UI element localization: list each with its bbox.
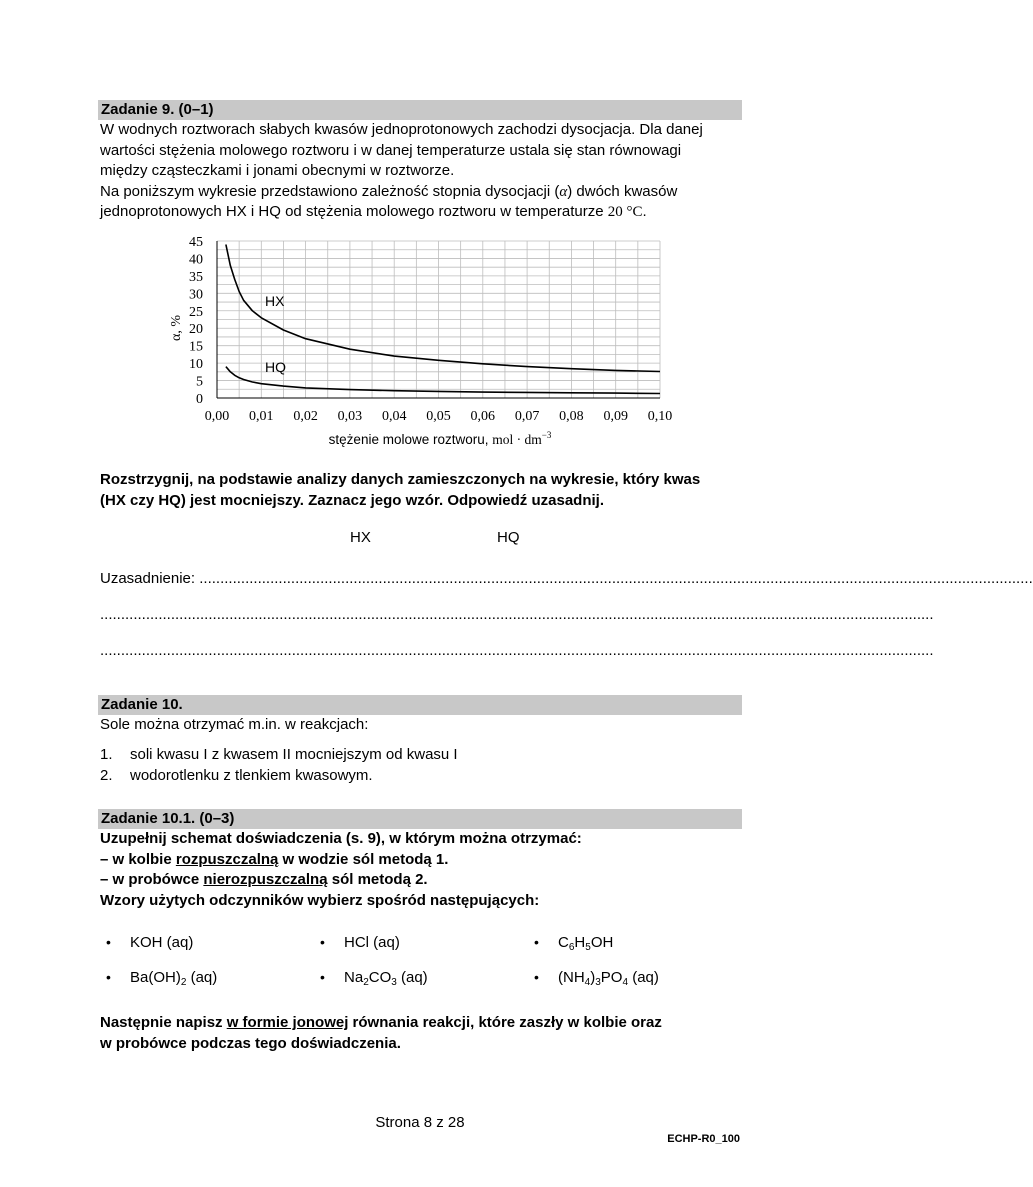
chart-intro-text: ) dwóch kwasów xyxy=(567,182,678,200)
y-tick-label: 25 xyxy=(189,304,203,320)
task10-intro: Sole można otrzymać m.in. w reakcjach: xyxy=(100,716,369,733)
bullet-icon: • xyxy=(106,934,111,950)
underlined-word: rozpuszczalną xyxy=(175,850,279,868)
task10-1-header: Zadanie 10.1. (0–3) xyxy=(98,809,742,829)
justification-line-3[interactable]: ........................................................................................................................................................................................................ xyxy=(100,642,934,659)
exam-code: ECHP-R0_100 xyxy=(667,1133,740,1145)
bullet-icon: • xyxy=(106,969,111,985)
instruction-line: w probówce podczas tego doświadczenia. xyxy=(100,1034,401,1052)
dissociation-chart xyxy=(150,228,690,460)
instruction-text: Następnie napisz xyxy=(100,1014,227,1031)
y-tick-label: 40 xyxy=(189,252,203,268)
instruction-text: – w kolbie xyxy=(100,850,176,868)
y-tick-label: 20 xyxy=(189,322,203,338)
justification-line-2[interactable]: ........................................................................................................................................................................................................ xyxy=(100,606,934,623)
reagent-baoh2 xyxy=(106,969,217,986)
justification-label: Uzasadnienie: xyxy=(100,570,200,587)
question-line: Rozstrzygnij, na podstawie analizy danych zamieszczonych na wykresie, który kwas xyxy=(100,471,701,488)
y-tick-label: 0 xyxy=(196,392,203,407)
list-item-text: soli kwasu I z kwasem II mocniejszym od kwasu I xyxy=(130,746,458,763)
task9-intro-line: między cząsteczkami i jonami obecnymi w roztworze. xyxy=(100,162,455,179)
x-tick-label: 0,02 xyxy=(293,409,318,424)
bullet-icon: • xyxy=(534,969,539,985)
instruction-line xyxy=(100,870,745,891)
reagent-koh xyxy=(106,934,193,951)
reagent-hcl xyxy=(320,934,400,951)
task9-intro-line: W wodnych roztworach słabych kwasów jednoprotonowych zachodzi dysocjacja. Dla danej xyxy=(100,121,703,138)
series-label-hx: HX xyxy=(265,293,285,309)
reagent-formula: $Na_2CO_3$ (aq) xyxy=(344,969,428,988)
instruction-line xyxy=(100,1013,745,1034)
choice-hq[interactable]: HQ xyxy=(497,529,520,546)
reagent-nh43po4 xyxy=(534,969,659,986)
chart-intro-text: Na poniższym wykresie przedstawiono zależność stopnia dysocjacji ( xyxy=(100,182,560,200)
y-tick-label: 15 xyxy=(189,339,203,355)
instruction-line: Wzory użytych odczynników wybierz spośród następujących: xyxy=(100,891,540,909)
answer-dots: ........................................................................................................................................................................................................ xyxy=(199,570,1033,587)
reagent-formula: $Ba(OH)_2$ (aq) xyxy=(130,969,218,988)
chart-intro-text: jednoprotonowych HX i HQ od stężenia molowego roztworu w temperaturze xyxy=(100,203,608,220)
task9-chart-intro xyxy=(100,182,745,203)
series-label-hq: HQ xyxy=(265,359,286,375)
reagent-formula: $C_6H_5OH$ xyxy=(558,934,614,953)
y-tick-label: 35 xyxy=(189,269,203,285)
x-tick-label: 0,01 xyxy=(249,409,274,424)
instruction-text: w wodzie sól metodą 1. xyxy=(278,850,449,868)
bullet-icon: • xyxy=(534,934,539,950)
list-item-number: 2. xyxy=(100,767,113,784)
task10-header: Zadanie 10. xyxy=(98,695,742,715)
task9-chart-intro-2 xyxy=(100,202,745,223)
question-line: (HX czy HQ) jest mocniejszy. Zaznacz jego wzór. Odpowiedź uzasadnij. xyxy=(100,491,604,509)
x-tick-label: 0,09 xyxy=(603,409,628,424)
x-tick-label: 0,00 xyxy=(204,409,230,424)
x-tick-label: 0,06 xyxy=(470,409,496,424)
y-tick-label: 10 xyxy=(189,357,203,373)
reagent-formula: KOH (aq) xyxy=(130,934,194,951)
x-tick-label: 0,08 xyxy=(559,409,584,424)
choice-hx[interactable]: HX xyxy=(350,529,371,546)
y-tick-label: 30 xyxy=(189,287,203,303)
list-item-text: wodorotlenku z tlenkiem kwasowym. xyxy=(130,767,373,784)
chart-intro-text: . xyxy=(642,203,647,220)
task9-header: Zadanie 9. (0–1) xyxy=(98,100,742,120)
task9-intro-line: wartości stężenia molowego roztworu i w danej temperaturze ustala się stan równowagi xyxy=(100,141,682,159)
list-item xyxy=(100,746,458,763)
instruction-line: Uzupełnij schemat doświadczenia (s. 9), w którym można otrzymać: xyxy=(100,830,582,847)
instruction-line xyxy=(100,850,745,871)
instruction-text: – w probówce xyxy=(100,871,204,888)
underlined-word: w formie jonowej xyxy=(226,1014,349,1031)
x-tick-label: 0,05 xyxy=(426,409,451,424)
bullet-icon: • xyxy=(320,934,325,950)
list-item xyxy=(100,767,373,784)
series-line-hx xyxy=(226,245,660,372)
bullet-icon: • xyxy=(320,969,325,985)
y-axis-label: α, % xyxy=(169,315,184,341)
temperature: 20 °C xyxy=(607,204,643,220)
task10-1-final-instruction xyxy=(100,1013,745,1054)
reagent-c6h5oh xyxy=(534,934,613,951)
underlined-word: nierozpuszczalną xyxy=(203,871,328,888)
task9-question xyxy=(100,470,745,511)
list-item-number: 1. xyxy=(100,746,113,763)
reagent-formula: $(NH_4)_3PO_4$ (aq) xyxy=(558,969,659,988)
x-tick-label: 0,04 xyxy=(381,409,407,424)
reagent-na2co3 xyxy=(320,969,428,986)
instruction-text: sól metodą 2. xyxy=(327,871,428,888)
instruction-text: równania reakcji, które zaszły w kolbie oraz xyxy=(348,1014,662,1031)
justification-line-1[interactable] xyxy=(100,570,1033,587)
page-number: Strona 8 z 28 xyxy=(375,1114,465,1131)
task10-1-instructions xyxy=(100,829,745,911)
x-axis-label: stężenie molowe roztworu, mol · $dm^{-3}$ xyxy=(328,430,552,447)
x-tick-label: 0,07 xyxy=(514,409,540,424)
y-tick-label: 5 xyxy=(196,374,203,390)
y-tick-label: 45 xyxy=(189,235,203,250)
x-tick-label: 0,03 xyxy=(337,409,363,424)
task9-intro xyxy=(100,120,745,223)
alpha-symbol: α xyxy=(559,183,568,200)
x-tick-label: 0,10 xyxy=(647,409,673,424)
reagent-formula: HCl (aq) xyxy=(344,934,400,951)
